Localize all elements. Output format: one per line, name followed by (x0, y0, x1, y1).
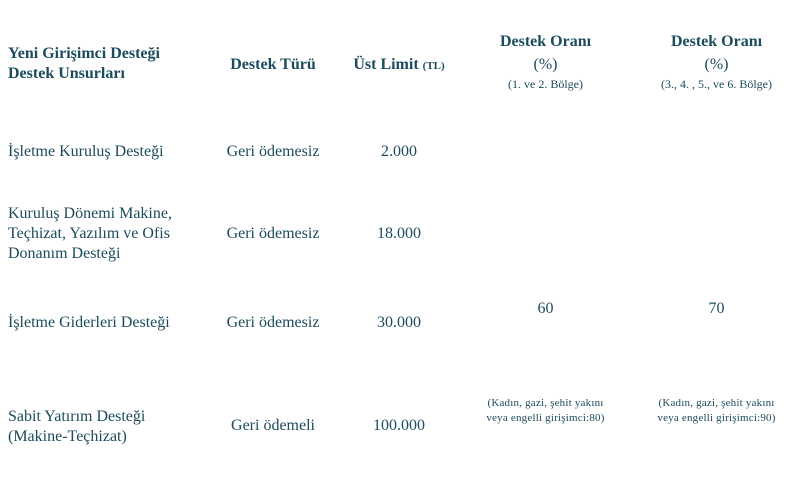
header-unsurlar-line1: Yeni Girişimci Desteği (8, 45, 160, 62)
note-line: veya engelli girişimci:80) (486, 412, 605, 424)
row-isletme-kurulus-unsur (8, 142, 164, 162)
header-destek-turu (208, 55, 338, 75)
ust-limit-value: 18.000 (377, 225, 421, 242)
header-oran-3-6 (634, 32, 799, 94)
row-unsur-line: (Makine-Teçhizat) (8, 428, 127, 445)
header-ust-limit (340, 55, 458, 76)
note-line: veya engelli girişimci:90) (657, 412, 776, 424)
note-bolge-1-2 (463, 396, 628, 426)
row-isletme-kurulus-limit (340, 142, 458, 162)
row-unsur-line: Teçhizat, Yazılım ve Ofis (8, 225, 170, 242)
ust-limit-value: 100.000 (373, 417, 425, 434)
header-oran-1-2 (463, 32, 628, 94)
row-isletme-giderleri-unsur (8, 313, 170, 333)
ust-limit-value: 30.000 (377, 314, 421, 331)
oran-value: 60 (537, 300, 554, 317)
note-line: (Kadın, gazi, şehit yakını (487, 397, 604, 409)
header-oran-1-2-line3: (1. ve 2. Bölge) (508, 77, 583, 91)
row-unsur-line: İşletme Giderleri Desteği (8, 314, 170, 331)
row-sabit-yatirim-unsur (8, 407, 145, 447)
oran-bolge-3-6-value (634, 299, 799, 319)
header-unsurlar-line2: Destek Unsurları (8, 65, 125, 82)
oran-value: 70 (708, 300, 725, 317)
destek-turu-value: Geri ödemeli (231, 417, 315, 434)
header-oran-1-2-line1: Destek Oranı (499, 33, 592, 50)
row-sabit-yatirim-tur (208, 416, 338, 436)
header-ust-limit-unit: (TL) (422, 60, 445, 72)
ust-limit-value: 2.000 (381, 143, 417, 160)
row-kurulus-donemi-unsur (8, 204, 172, 264)
header-oran-3-6-line3: (3., 4. , 5., ve 6. Bölge) (661, 77, 772, 91)
destek-turu-value: Geri ödemesiz (226, 314, 320, 331)
row-unsur-line: İşletme Kuruluş Desteği (8, 143, 164, 160)
note-bolge-3-6 (634, 396, 799, 426)
row-sabit-yatirim-limit (340, 416, 458, 436)
destek-turu-value: Geri ödemesiz (226, 225, 320, 242)
row-unsur-line: Kuruluş Dönemi Makine, (8, 205, 172, 222)
row-unsur-line: Donanım Desteği (8, 245, 121, 262)
row-isletme-giderleri-tur (208, 313, 338, 333)
row-isletme-kurulus-tur (208, 142, 338, 162)
note-line: (Kadın, gazi, şehit yakını (658, 397, 775, 409)
destek-turu-value: Geri ödemesiz (226, 143, 320, 160)
header-oran-1-2-line2: (%) (533, 56, 558, 73)
row-kurulus-donemi-limit (340, 224, 458, 244)
row-isletme-giderleri-limit (340, 313, 458, 333)
row-kurulus-donemi-tur (208, 224, 338, 244)
header-oran-3-6-line1: Destek Oranı (670, 33, 763, 50)
header-destek-turu-label: Destek Türü (230, 56, 316, 73)
header-unsurlar (8, 44, 160, 84)
row-unsur-line: Sabit Yatırım Desteği (8, 408, 146, 425)
header-ust-limit-label: Üst Limit (353, 56, 419, 73)
header-oran-3-6-line2: (%) (704, 56, 729, 73)
oran-bolge-1-2-value (463, 299, 628, 319)
